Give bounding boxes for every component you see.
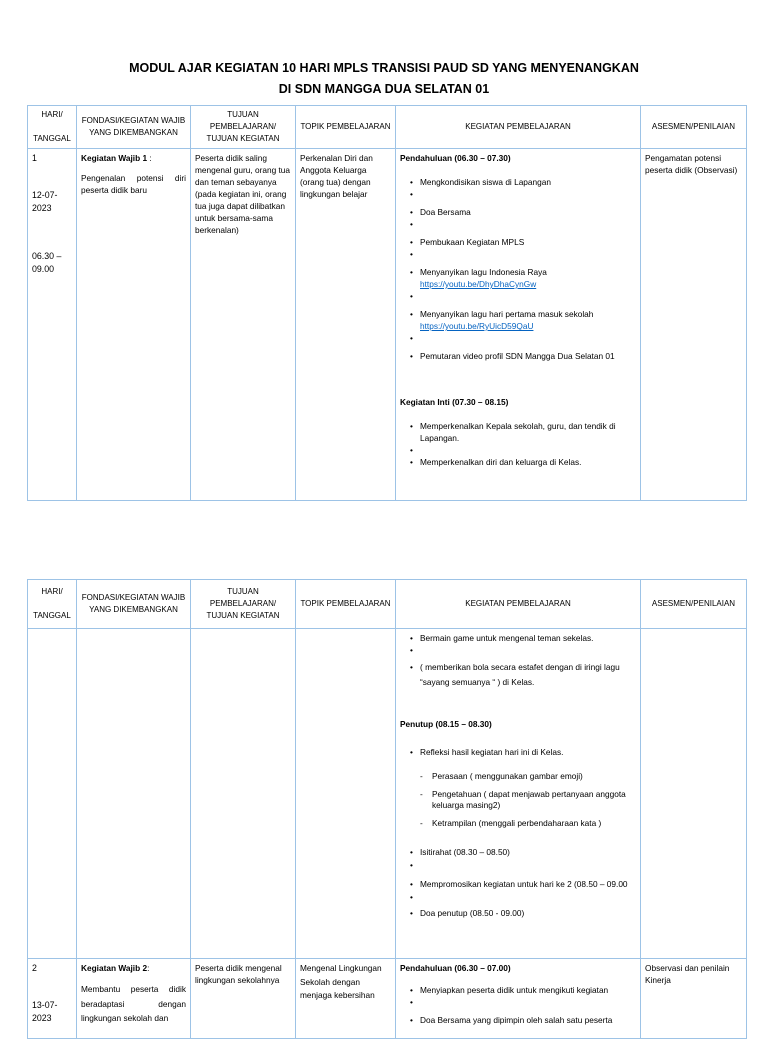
day-number: 1 xyxy=(32,153,37,163)
pendahuluan-list xyxy=(400,176,636,362)
document-title-line1: MODUL AJAR KEGIATAN 10 HARI MPLS TRANSISI PAUD SD YANG MENYENANGKAN xyxy=(129,61,639,75)
header-fondasi: FONDASI/KEGIATAN WAJIB YANG DIKEMBANGKAN xyxy=(77,106,191,149)
cell-fondasi-empty xyxy=(77,629,191,959)
list-item: • Menyiapkan peserta didik untuk mengikuti kegiatan xyxy=(412,984,636,996)
header-tujuan: TUJUAN PEMBELAJARAN/ TUJUAN KEGIATAN xyxy=(191,106,296,149)
list-item: • Bermain game untuk mengenal teman sekelas. xyxy=(412,632,636,644)
refleksi-list xyxy=(400,746,636,758)
list-item: • Refleksi hasil kegiatan hari ini di Kelas. xyxy=(412,746,636,758)
header-tujuan: TUJUAN PEMBELAJARAN/ TUJUAN KEGIATAN xyxy=(191,580,296,629)
list-item: • Doa Bersama yang dipimpin oleh salah satu peserta xyxy=(412,1014,636,1026)
list-item: - Ketrampilan (menggali perbendaharaan kata ) xyxy=(420,817,636,829)
document-title-line2: DI SDN MANGGA DUA SELATAN 01 xyxy=(278,82,490,96)
cell-asesmen: Pengamatan potensi peserta didik (Observasi) xyxy=(641,149,747,501)
youtube-link-indonesia-raya[interactable]: https://youtu.be/DhyDhaCynGw xyxy=(420,279,537,290)
cell-kegiatan xyxy=(396,629,641,959)
fondasi-title: Kegiatan Wajib 1 xyxy=(81,153,148,163)
cell-asesmen-empty xyxy=(641,629,747,959)
list-item: • Memperkenalkan diri dan keluarga di Kelas. xyxy=(412,456,636,468)
list-item: - Perasaan ( menggunakan gambar emoji) xyxy=(420,770,636,782)
header-topik: TOPIK PEMBELAJARAN xyxy=(296,106,396,149)
cell-hari-empty xyxy=(28,629,77,959)
list-item: • Doa Bersama xyxy=(412,206,636,218)
cell-fondasi xyxy=(77,959,191,1039)
list-item: • Mengkondisikan siswa di Lapangan xyxy=(412,176,636,188)
modul-table-2 xyxy=(27,579,747,1039)
list-item: • Pembukaan Kegiatan MPLS xyxy=(412,236,636,248)
modul-table-1 xyxy=(27,105,747,501)
header-kegiatan: KEGIATAN PEMBELAJARAN xyxy=(396,580,641,629)
pendahuluan-heading: Pendahuluan (06.30 – 07.00) xyxy=(400,963,511,973)
header-fondasi: FONDASI/KEGIATAN WAJIB YANG DIKEMBANGKAN xyxy=(77,580,191,629)
pendahuluan-list xyxy=(400,984,636,1026)
header-hari: HARI/ TANGGAL xyxy=(28,580,77,629)
list-item: • Pemutaran video profil SDN Mangga Dua Selatan 01 xyxy=(412,350,636,362)
day-date: 13-07-2023 xyxy=(32,999,58,1023)
day-date: 12-07-2023 xyxy=(32,189,58,213)
fondasi-text: Membantu peserta didik beradaptasi dengan lingkungan sekolah dan xyxy=(81,984,186,1024)
cell-tujuan: Peserta didik mengenal lingkungan sekolahnya xyxy=(191,959,296,1039)
inti-list xyxy=(400,420,636,468)
list-item: • Doa penutup (08.50 - 09.00) xyxy=(412,907,636,919)
cell-tujuan: Peserta didik saling mengenal guru, orang tua dan teman sebayanya (pada kegiatan ini, orang tua juga dapat dilibatkan untuk bersama-sama berkenalan) xyxy=(191,149,296,501)
cell-kegiatan xyxy=(396,149,641,501)
header-topik: TOPIK PEMBELAJARAN xyxy=(296,580,396,629)
cell-topik-empty xyxy=(296,629,396,959)
list-item: • Isitirahat (08.30 – 08.50) xyxy=(412,846,636,858)
cell-hari xyxy=(28,959,77,1039)
pendahuluan-heading: Pendahuluan (06.30 – 07.30) xyxy=(400,153,511,163)
cell-hari xyxy=(28,149,77,501)
list-item: • ( memberikan bola secara estafet dengan di iringi lagu “sayang semuanya “ ) di Kelas. xyxy=(412,660,636,690)
refleksi-sub-list xyxy=(400,770,636,830)
list-item: • Memperkenalkan Kepala sekolah, guru, dan tendik di Lapangan. xyxy=(412,420,636,444)
cell-asesmen: Observasi dan penilain Kinerja xyxy=(641,959,747,1039)
header-asesmen: ASESMEN/PENILAIAN xyxy=(641,106,747,149)
table-row xyxy=(28,629,747,959)
fondasi-text: Pengenalan potensi diri peserta didik baru xyxy=(81,173,186,196)
day-number: 2 xyxy=(32,963,37,973)
list-item: • Menyanyikan lagu hari pertama masuk sekolah https://youtu.be/RyUicD59QaU xyxy=(412,308,636,332)
day-time: 06.30 – 09.00 xyxy=(32,251,62,274)
list-item: - Pengetahuan ( dapat menjawab pertanyaan anggota keluarga masing2) xyxy=(420,789,636,811)
table-row xyxy=(28,959,747,1039)
fondasi-title-suffix: : xyxy=(147,153,152,163)
cont-list xyxy=(400,632,636,690)
cell-fondasi xyxy=(77,149,191,501)
cell-topik: Mengenal Lingkungan Sekolah dengan menjaga kebersihan xyxy=(296,959,396,1039)
fondasi-title-suffix: : xyxy=(147,963,150,973)
table-row xyxy=(28,149,747,501)
list-item: • Menyanyikan lagu Indonesia Raya https://youtu.be/DhyDhaCynGw xyxy=(412,266,636,290)
header-hari: HARI/ TANGGAL xyxy=(28,106,77,149)
fondasi-title: Kegiatan Wajib 2 xyxy=(81,963,148,973)
inti-heading: Kegiatan Inti (07.30 – 08.15) xyxy=(400,397,509,408)
list-item: • Mempromosikan kegiatan untuk hari ke 2 (08.50 – 09.00 xyxy=(412,877,636,892)
youtube-link-hari-pertama[interactable]: https://youtu.be/RyUicD59QaU xyxy=(420,321,534,332)
header-kegiatan: KEGIATAN PEMBELAJARAN xyxy=(396,106,641,149)
table-header-row xyxy=(28,106,747,149)
table-header-row xyxy=(28,580,747,629)
header-asesmen: ASESMEN/PENILAIAN xyxy=(641,580,747,629)
cell-topik: Perkenalan Diri dan Anggota Keluarga (orang tua) dengan lingkungan belajar xyxy=(296,149,396,501)
cell-tujuan-empty xyxy=(191,629,296,959)
penutup-heading: Penutup (08.15 – 08.30) xyxy=(400,718,492,729)
cell-kegiatan xyxy=(396,959,641,1039)
after-list xyxy=(400,846,636,919)
